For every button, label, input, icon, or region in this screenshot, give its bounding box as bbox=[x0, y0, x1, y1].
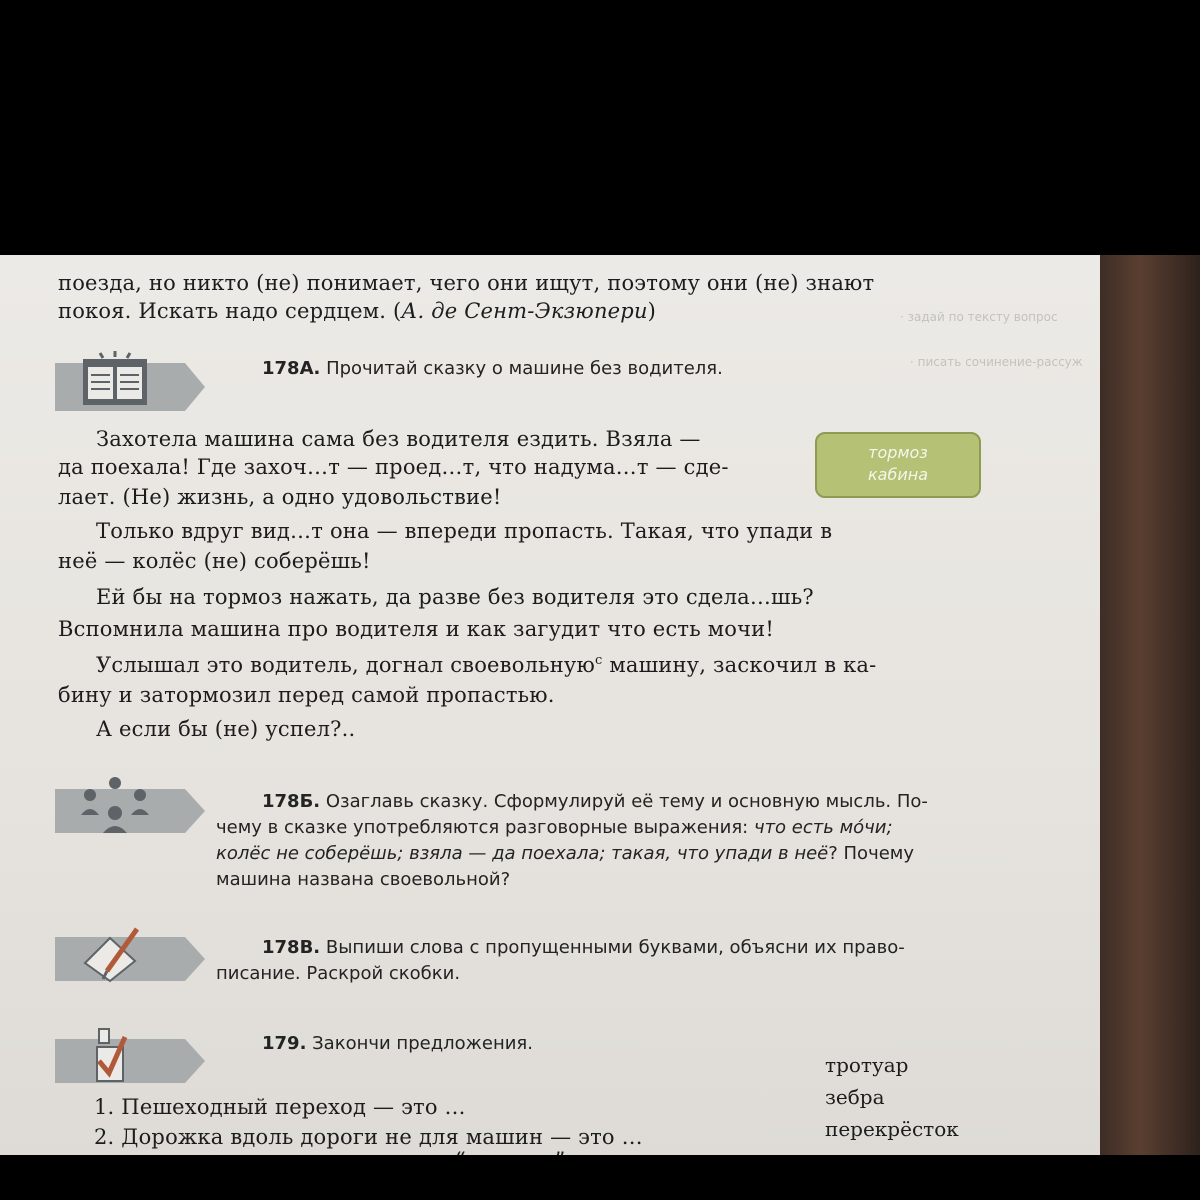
author-name: А. де Сент-Экзюпери bbox=[401, 299, 648, 323]
story-line: Услышал это водитель, догнал своевольную$^с$ машину, заскочил в ка- bbox=[96, 653, 877, 677]
textbook-page bbox=[0, 255, 1100, 1155]
story-line: лает. (Не) жизнь, а одно удовольствие! bbox=[58, 485, 502, 509]
vocab-word: кабина bbox=[868, 465, 928, 484]
top-text-line-2: покоя. Искать надо сердцем. (А. де Сент-Экзюпери) bbox=[58, 299, 657, 323]
exercise-178b-line4: машина названа своевольной? bbox=[216, 869, 511, 890]
story-line: Вспомнила машина про водителя и как загудит что есть мочи! bbox=[58, 617, 775, 641]
check-banner bbox=[55, 1025, 185, 1071]
vocab-word: тормоз bbox=[868, 443, 928, 462]
pencil-icon bbox=[55, 923, 205, 983]
stress-mark: с bbox=[594, 653, 603, 668]
ghost-text: · писать сочинение-рассуж bbox=[910, 355, 1083, 369]
exercise-178b-line2: чему в сказке употребляются разговорные выражения: что есть мо́чи; bbox=[216, 817, 893, 838]
vocabulary-card bbox=[815, 432, 981, 498]
answer-word: перекрёсток bbox=[825, 1117, 959, 1141]
story-line: да поехала! Где захоч…т — проед…т, что надума…т — сде- bbox=[58, 455, 729, 479]
exercise-178a: 178А. Прочитай сказку о машине без водителя. bbox=[262, 358, 723, 379]
ghost-text: · задай по тексту вопрос bbox=[900, 310, 1058, 324]
exercise-178b-line1: 178Б. Озаглавь сказку. Сформулируй её тему и основную мысль. По- bbox=[262, 791, 928, 812]
exercise-178v-line1: 178В. Выпиши слова с пропущенными буквами, объясни их право- bbox=[262, 937, 905, 958]
group-icon bbox=[55, 775, 205, 835]
group-banner bbox=[55, 775, 185, 821]
exercise-178v-line2: писание. Раскрой скобки. bbox=[216, 963, 461, 984]
story-line: Только вдруг вид…т она — впереди пропасть. Такая, что упади в bbox=[96, 519, 833, 543]
story-line: неё — колёс (не) соберёшь! bbox=[58, 549, 371, 573]
story-line: Захотела машина сама без водителя ездить. Взяла — bbox=[96, 427, 701, 451]
story-line: Ей бы на тормоз нажать, да разве без водителя это сдела…шь? bbox=[96, 585, 814, 609]
story-line: бину и затормозил перед самой пропастью. bbox=[58, 683, 555, 707]
bottom-shadow bbox=[0, 1155, 1200, 1200]
top-text-line-1: поезда, но никто (не) понимает, чего они ищут, поэтому они (не) знают bbox=[58, 271, 875, 295]
write-banner bbox=[55, 923, 185, 969]
answer-word: зебра bbox=[825, 1085, 885, 1109]
checkmark-icon bbox=[55, 1025, 205, 1085]
exercise-178b-line3: колёс не соберёшь; взяла — да поехала; такая, что упади в неё? Почему bbox=[216, 843, 915, 864]
table-edge bbox=[1100, 255, 1200, 1155]
exercise-179: 179. Закончи предложения. bbox=[262, 1033, 533, 1054]
read-banner bbox=[55, 351, 185, 397]
answer-word: тротуар bbox=[825, 1053, 909, 1077]
book-icon bbox=[55, 351, 205, 411]
sentence-1: 1. Пешеходный переход — это … bbox=[94, 1095, 466, 1119]
sentence-2: 2. Дорожка вдоль дороги не для машин — это … bbox=[94, 1125, 643, 1149]
story-line: А если бы (не) успел?.. bbox=[96, 717, 356, 741]
